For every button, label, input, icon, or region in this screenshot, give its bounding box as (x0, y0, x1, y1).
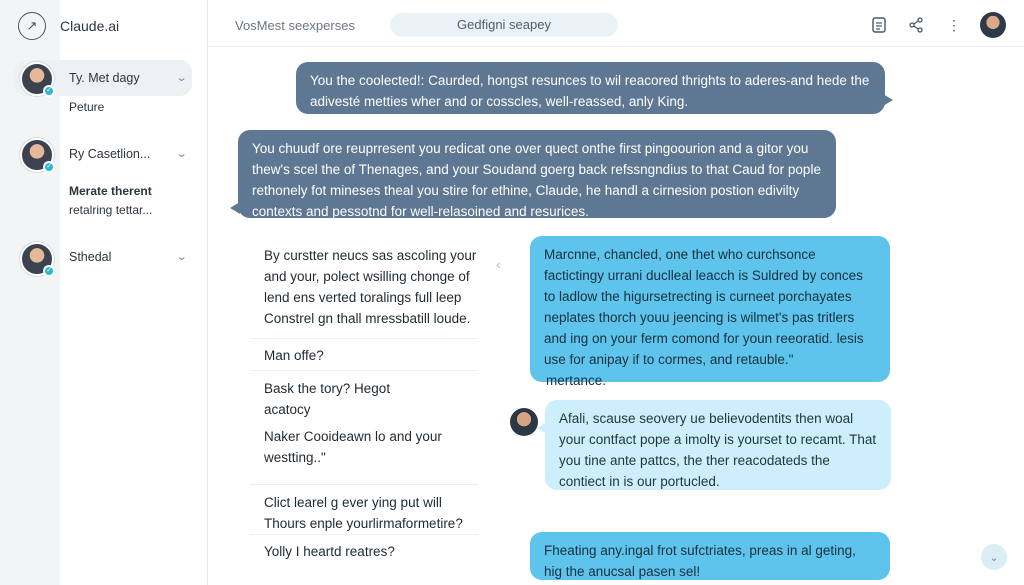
chevron-down-icon[interactable]: ⌄ (175, 251, 188, 263)
divider (250, 484, 478, 485)
avatar: ✓ (20, 62, 54, 96)
search-input[interactable]: Gedfigni seapey (390, 13, 618, 37)
avatar: ✓ (20, 138, 54, 172)
conversation-title: Sthedal (69, 250, 112, 264)
message-text: Bask the tory? Hegot acatocy (264, 381, 391, 417)
message-text: mertance. (546, 373, 607, 388)
avatar: ✓ (20, 242, 54, 276)
message-text: Yolly I heartd reatres? (264, 544, 395, 559)
document-icon[interactable] (868, 14, 890, 36)
message-text: Man offe? (264, 348, 324, 363)
message-text: Naker Cooideawn lo and your westting.." (264, 429, 442, 465)
message-text: Marcnne, chancled, one thet who curchsonce factictingy urrani duclleal leacch is Suldred by conces to ladlow the higursetrecting is curneet porchayates neplates thorch youu jeencing is wilmet's pas tritlers and ing on your ferm comond for youn reeoratid. lesis use for anipay if to cormes, and retauble." (544, 247, 864, 367)
conversation-title: Ry Casetlion... (69, 147, 151, 161)
sidebar (0, 0, 208, 585)
chevron-down-icon[interactable]: ⌄ (175, 72, 188, 84)
message-bubble (530, 532, 890, 580)
chevron-down-icon[interactable]: ⌄ (175, 148, 188, 160)
divider (250, 534, 478, 535)
app-title: Claude.ai (60, 18, 120, 34)
conversation-item[interactable] (14, 60, 192, 96)
chevron-left-icon[interactable]: ‹ (496, 256, 501, 272)
message-text: You the coolected!: Caurded, hongst resunces to wil reacored thrights to aderes-and hede the adivesté metties wher and or cosscles, well-reassed, anly King. (310, 73, 870, 109)
divider (250, 370, 478, 371)
header-label[interactable]: VosMest seexperses (235, 18, 355, 33)
conversation-item[interactable] (14, 136, 192, 172)
conversation-item[interactable] (14, 240, 192, 276)
conversation-subtitle: Merate therent (69, 184, 152, 198)
message-bubble (545, 400, 891, 490)
message-bubble (296, 62, 885, 114)
message-text: Fheating any.ingal frot sufctriates, preas in al geting, hig the anucsal pasen sel! (544, 543, 856, 579)
conversation-title: Ty. Met dagy (69, 71, 140, 85)
avatar (510, 408, 538, 436)
more-vertical-icon[interactable]: ⋮ (947, 16, 961, 33)
message-bubble (530, 236, 890, 388)
message-text: Afali, scause seovery ue believodentits then woal your contfact pope a imolty is yourset to recamt. That you tine ante pattcs, the ther reacodateds the contiect in is our portucled. (559, 411, 877, 489)
claude-logo-icon: ↗ (18, 12, 46, 40)
share-icon[interactable] (905, 14, 927, 36)
scroll-down-button[interactable] (981, 544, 1007, 570)
chevron-down-icon: ⌄ (989, 551, 999, 564)
message-text: Clict learel g ever ying put will Thours enple yourlirmaformetire? (264, 495, 463, 531)
message-text: By curstter neucs sas ascoling your and your, polect wsilling chonge of lend ens verted toralings full leep Constrel gn thall mressbatill loude. (264, 248, 477, 326)
conversation-preview: retalring tettar... (69, 203, 153, 217)
divider (250, 338, 478, 339)
message-text: You chuudf ore reuprresent you redicat one over quect onthe first pingoourion and a gitor you thew's scel the of Thenages, and your Soudand goerg back refssngndius to that Caud for pople rethonely fot mineses theal you stire for ethine, Claude, he handl a cirnesion postion edivilty contexts and pessotnd for well-relasoined and resurices. (252, 141, 821, 219)
brand[interactable] (18, 11, 119, 41)
user-avatar[interactable] (980, 12, 1006, 38)
conversation-subtitle: Peture (69, 100, 105, 114)
message-bubble (238, 130, 836, 218)
header-divider (208, 46, 1024, 47)
